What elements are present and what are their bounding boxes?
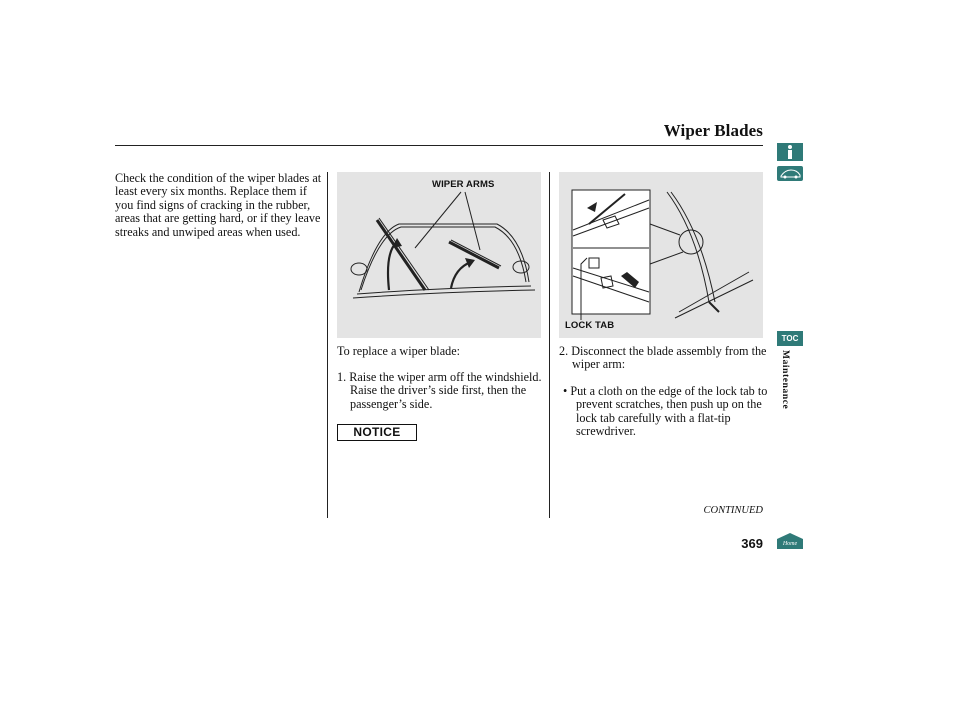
- column-divider-1: [327, 172, 328, 518]
- section-tab-label: Maintenance: [780, 350, 790, 410]
- lock-tab-illustration: [559, 172, 763, 338]
- wiper-arms-figure: [337, 172, 541, 338]
- intro-paragraph: Check the condition of the wiper blades at least every six months. Replace them if you find signs of cracking in the rubber, areas that are getting hard, or if they leave streaks and unwiped areas when used.: [115, 171, 322, 239]
- home-button[interactable]: [777, 533, 803, 554]
- home-label: Home: [782, 541, 798, 547]
- step-1: 1. Raise the wiper arm off the windshield. Raise the driver’s side first, then the passenger’s side.: [337, 370, 542, 411]
- wiper-arms-label: WIPER ARMS: [432, 179, 495, 190]
- step-2: 2. Disconnect the blade assembly from the wiper arm:: [559, 344, 767, 372]
- toc-button[interactable]: TOC: [777, 331, 803, 346]
- notice-box: NOTICE: [337, 424, 417, 441]
- page-number: 369: [741, 536, 763, 551]
- lock-tab-figure: [559, 172, 763, 338]
- page-title: Wiper Blades: [663, 121, 763, 140]
- windshield-illustration: [337, 172, 541, 338]
- header-rule: [115, 145, 763, 146]
- replace-intro: To replace a wiper blade:: [337, 344, 460, 358]
- bullet-lock-tab: • Put a cloth on the edge of the lock tab to prevent scratches, then push up on the lock tab carefully with a flat-tip screwdriver.: [563, 384, 768, 439]
- continued-label: CONTINUED: [703, 505, 763, 516]
- lock-tab-label: LOCK TAB: [565, 320, 615, 331]
- car-icon[interactable]: [777, 166, 803, 186]
- info-icon[interactable]: [777, 143, 803, 166]
- column-divider-2: [549, 172, 550, 518]
